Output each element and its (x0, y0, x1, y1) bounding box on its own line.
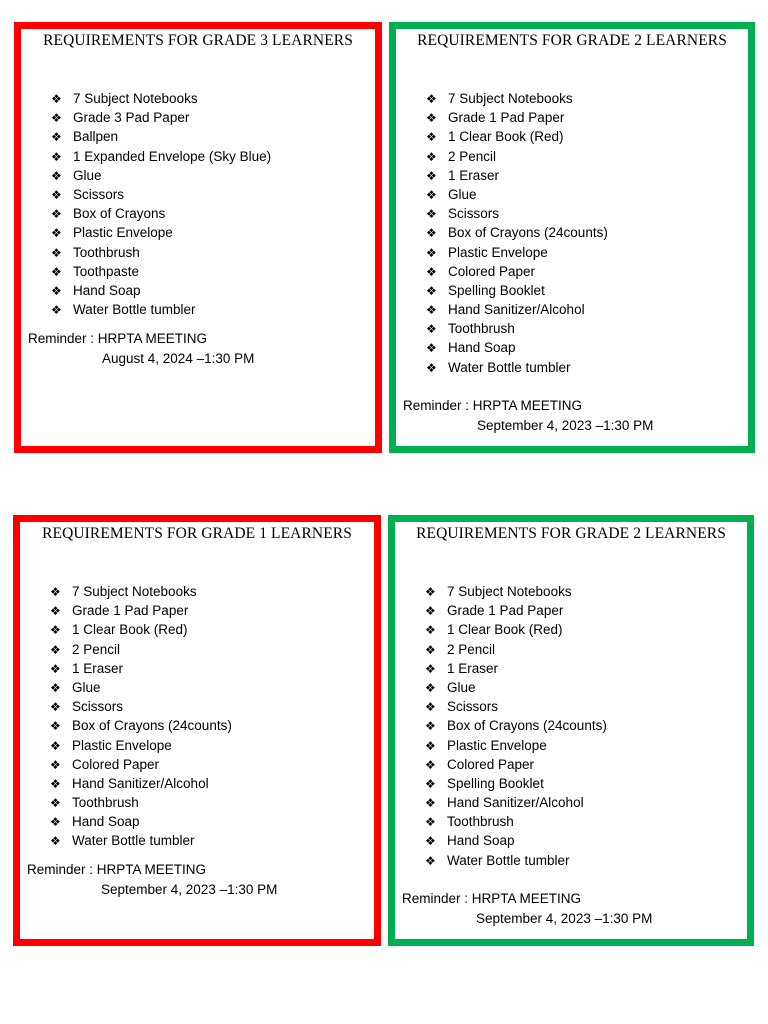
item-text: Spelling Booklet (448, 282, 545, 298)
reminder (402, 889, 652, 928)
bullet-icon: ❖ (51, 92, 62, 106)
card-title: REQUIREMENTS FOR GRADE 3 LEARNERS (43, 32, 353, 49)
item-text: 2 Pencil (72, 641, 121, 657)
list-item (425, 678, 607, 697)
requirements-list (426, 89, 608, 377)
item-text: Scissors (72, 699, 124, 715)
item-text: Water Bottle tumbler (448, 359, 571, 375)
bullet-icon: ❖ (425, 815, 436, 830)
list-item (425, 659, 607, 678)
item-text: Glue (448, 186, 477, 202)
card-title: REQUIREMENTS FOR GRADE 2 LEARNERS (417, 32, 727, 49)
list-item (425, 601, 607, 620)
list-item (425, 716, 607, 735)
item-text: Box of Crayons (73, 206, 166, 222)
item-text: Glue (447, 679, 476, 695)
item-text: Plastic Envelope (448, 244, 548, 260)
bullet-icon: ❖ (50, 815, 61, 830)
bullet-icon: ❖ (425, 661, 436, 676)
item-text: Plastic Envelope (73, 225, 173, 241)
item-text: 2 Pencil (447, 641, 496, 657)
item-text: Hand Soap (447, 833, 515, 849)
item-text: 2 Pencil (448, 148, 497, 164)
item-text: Toothbrush (448, 321, 515, 337)
list-item (426, 319, 608, 338)
bullet-icon: ❖ (51, 187, 62, 202)
bullet-icon: ❖ (426, 92, 437, 106)
item-text: Colored Paper (72, 756, 160, 772)
bullet-icon: ❖ (50, 700, 61, 715)
list-item (51, 89, 271, 108)
item-text: 7 Subject Notebooks (72, 584, 197, 599)
item-text: Box of Crayons (24counts) (448, 225, 608, 241)
item-text: Ballpen (73, 129, 119, 145)
list-item (426, 338, 608, 357)
bullet-icon: ❖ (425, 642, 436, 657)
item-text: Hand Soap (73, 282, 141, 298)
bullet-icon: ❖ (50, 738, 61, 753)
bullet-icon: ❖ (50, 642, 61, 657)
list-item (50, 640, 232, 659)
bullet-icon: ❖ (425, 834, 436, 849)
list-item (425, 851, 607, 870)
item-text: Toothpaste (73, 263, 140, 279)
list-item (426, 166, 608, 185)
item-text: Glue (73, 167, 102, 183)
item-text: Plastic Envelope (72, 737, 172, 753)
bullet-icon: ❖ (425, 757, 436, 772)
list-item (51, 223, 271, 242)
bullet-icon: ❖ (425, 719, 436, 734)
reminder (403, 396, 653, 435)
item-text: Scissors (447, 699, 499, 715)
item-text: Colored Paper (448, 263, 536, 279)
list-item (426, 185, 608, 204)
list-item (425, 582, 607, 601)
grade-1-requirements-card (13, 515, 381, 946)
list-item (51, 262, 271, 281)
grade-3-requirements-card (14, 22, 382, 453)
list-item (50, 736, 232, 755)
bullet-icon: ❖ (51, 226, 62, 241)
bullet-icon: ❖ (50, 623, 61, 638)
bullet-icon: ❖ (425, 853, 436, 868)
item-text: Grade 1 Pad Paper (448, 110, 565, 126)
list-item (51, 185, 271, 204)
bullet-icon: ❖ (50, 719, 61, 734)
reminder-label: Reminder : HRPTA MEETING (403, 398, 583, 413)
list-item (426, 204, 608, 223)
bullet-icon: ❖ (50, 661, 61, 676)
list-item (50, 582, 232, 601)
reminder-date: September 4, 2023 –1:30 PM (476, 910, 653, 926)
reminder-date: August 4, 2024 –1:30 PM (102, 350, 255, 366)
bullet-icon: ❖ (425, 604, 436, 619)
item-text: Grade 3 Pad Paper (73, 110, 190, 126)
bullet-icon: ❖ (50, 776, 61, 791)
list-item (426, 147, 608, 166)
item-text: Grade 1 Pad Paper (447, 603, 564, 619)
list-item (425, 697, 607, 716)
list-item (50, 812, 232, 831)
bullet-icon: ❖ (425, 796, 436, 811)
bullet-icon: ❖ (51, 264, 62, 279)
item-text: 7 Subject Notebooks (73, 91, 198, 106)
item-text: Toothbrush (447, 814, 514, 830)
reminder (27, 860, 277, 899)
item-text: Water Bottle tumbler (73, 302, 196, 318)
list-item (50, 755, 232, 774)
item-text: Grade 1 Pad Paper (72, 603, 189, 619)
bullet-icon: ❖ (51, 303, 62, 318)
bullet-icon: ❖ (425, 623, 436, 638)
item-text: Scissors (448, 206, 500, 222)
list-item (51, 243, 271, 262)
item-text: 1 Eraser (448, 167, 500, 183)
list-item (425, 620, 607, 639)
list-item (426, 358, 608, 377)
list-item (50, 774, 232, 793)
list-item (50, 678, 232, 697)
item-text: 7 Subject Notebooks (448, 91, 573, 106)
list-item (426, 89, 608, 108)
list-item (425, 640, 607, 659)
bullet-icon: ❖ (426, 111, 437, 126)
requirements-list (425, 582, 607, 870)
item-text: Hand Sanitizer/Alcohol (447, 795, 584, 811)
bullet-icon: ❖ (426, 226, 437, 241)
bullet-icon: ❖ (426, 207, 437, 222)
list-item (425, 812, 607, 831)
reminder-label: Reminder : HRPTA MEETING (402, 891, 582, 906)
item-text: Water Bottle tumbler (447, 852, 570, 868)
reminder-label: Reminder : HRPTA MEETING (27, 862, 207, 877)
list-item (51, 108, 271, 127)
list-item (50, 831, 232, 850)
list-item (51, 166, 271, 185)
bullet-icon: ❖ (50, 757, 61, 772)
item-text: Plastic Envelope (447, 737, 547, 753)
bullet-icon: ❖ (426, 130, 437, 145)
item-text: Box of Crayons (24counts) (447, 718, 607, 734)
bullet-icon: ❖ (426, 283, 437, 298)
bullet-icon: ❖ (425, 776, 436, 791)
item-text: Spelling Booklet (447, 775, 544, 791)
card-title: REQUIREMENTS FOR GRADE 1 LEARNERS (42, 525, 352, 542)
item-text: Hand Sanitizer/Alcohol (72, 775, 209, 791)
list-item (426, 281, 608, 300)
reminder-label: Reminder : HRPTA MEETING (28, 331, 208, 346)
list-item (50, 716, 232, 735)
item-text: Scissors (73, 186, 125, 202)
list-item (425, 774, 607, 793)
bullet-icon: ❖ (426, 303, 437, 318)
grade-2-requirements-card-copy (388, 515, 754, 946)
list-item (426, 223, 608, 242)
bullet-icon: ❖ (50, 585, 61, 599)
item-text: 1 Clear Book (Red) (72, 622, 188, 638)
item-text: Colored Paper (447, 756, 535, 772)
list-item (425, 831, 607, 850)
bullet-icon: ❖ (50, 796, 61, 811)
list-item (51, 204, 271, 223)
bullet-icon: ❖ (51, 130, 62, 145)
bullet-icon: ❖ (425, 700, 436, 715)
bullet-icon: ❖ (426, 187, 437, 202)
item-text: Water Bottle tumbler (72, 833, 195, 849)
bullet-icon: ❖ (426, 341, 437, 356)
item-text: Hand Soap (72, 814, 140, 830)
bullet-icon: ❖ (425, 680, 436, 695)
list-item (50, 659, 232, 678)
requirements-list (51, 89, 271, 319)
item-text: Hand Soap (448, 340, 516, 356)
list-item (51, 127, 271, 146)
bullet-icon: ❖ (426, 168, 437, 183)
bullet-icon: ❖ (50, 680, 61, 695)
bullet-icon: ❖ (51, 111, 62, 126)
list-item (425, 755, 607, 774)
list-item (425, 793, 607, 812)
item-text: Glue (72, 679, 101, 695)
item-text: 1 Clear Book (Red) (447, 622, 563, 638)
item-text: Box of Crayons (24counts) (72, 718, 232, 734)
bullet-icon: ❖ (425, 738, 436, 753)
bullet-icon: ❖ (51, 168, 62, 183)
item-text: Hand Sanitizer/Alcohol (448, 302, 585, 318)
list-item (425, 736, 607, 755)
list-item (426, 127, 608, 146)
bullet-icon: ❖ (50, 834, 61, 849)
bullet-icon: ❖ (51, 245, 62, 260)
item-text: 1 Eraser (447, 660, 499, 676)
item-text: 1 Clear Book (Red) (448, 129, 564, 145)
list-item (426, 108, 608, 127)
item-text: Toothbrush (73, 244, 140, 260)
list-item (50, 620, 232, 639)
list-item (426, 243, 608, 262)
item-text: 1 Eraser (72, 660, 124, 676)
bullet-icon: ❖ (51, 283, 62, 298)
list-item (51, 281, 271, 300)
bullet-icon: ❖ (426, 360, 437, 375)
list-item (50, 697, 232, 716)
item-text: Toothbrush (72, 795, 139, 811)
list-item (426, 262, 608, 281)
bullet-icon: ❖ (426, 322, 437, 337)
requirements-list (50, 582, 232, 851)
bullet-icon: ❖ (426, 149, 437, 164)
bullet-icon: ❖ (50, 604, 61, 619)
bullet-icon: ❖ (51, 149, 62, 164)
list-item (50, 601, 232, 620)
bullet-icon: ❖ (51, 207, 62, 222)
list-item (51, 147, 271, 166)
bullet-icon: ❖ (425, 585, 436, 599)
list-item (50, 793, 232, 812)
list-item (51, 300, 271, 319)
card-title: REQUIREMENTS FOR GRADE 2 LEARNERS (416, 525, 726, 542)
bullet-icon: ❖ (426, 245, 437, 260)
reminder (28, 329, 254, 368)
item-text: 1 Expanded Envelope (Sky Blue) (73, 148, 272, 164)
item-text: 7 Subject Notebooks (447, 584, 572, 599)
reminder-date: September 4, 2023 –1:30 PM (477, 417, 654, 433)
reminder-date: September 4, 2023 –1:30 PM (101, 881, 278, 897)
list-item (426, 300, 608, 319)
grade-2-requirements-card (389, 22, 755, 453)
bullet-icon: ❖ (426, 264, 437, 279)
